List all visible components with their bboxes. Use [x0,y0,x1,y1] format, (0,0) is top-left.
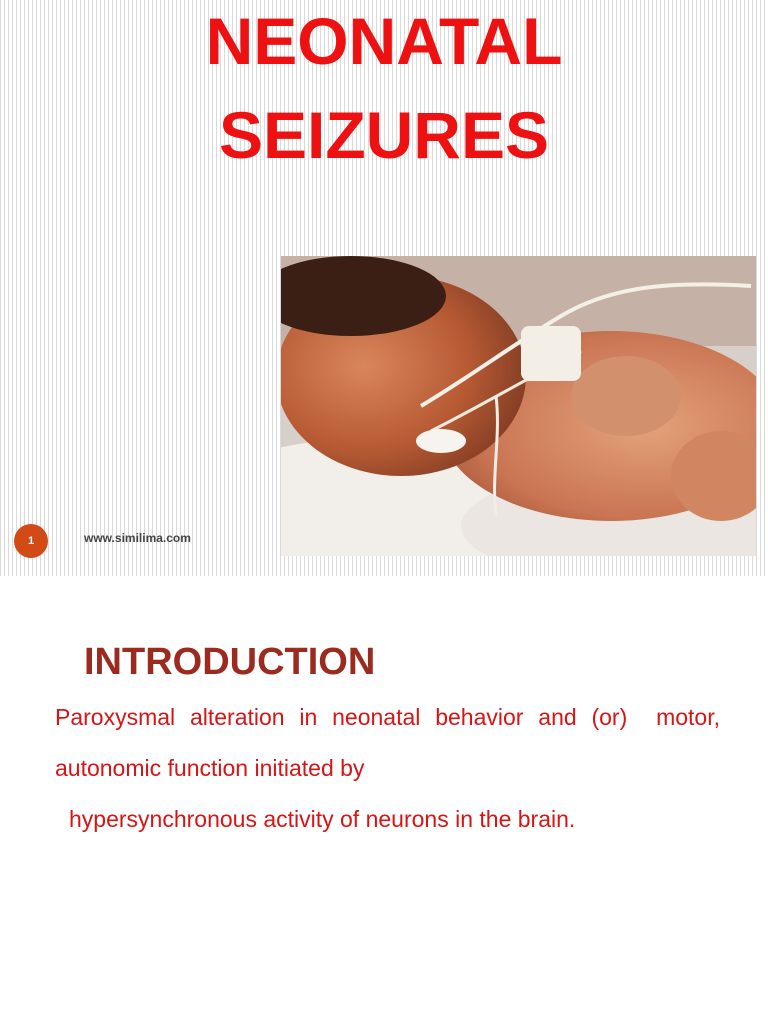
introduction-body [55,692,720,845]
body-line-1: Paroxysmal alteration in neonatal behavior and (or) [55,704,628,730]
infant-photo-icon [281,256,756,556]
body-line-2: motor, autonomic function initiated by [55,704,720,781]
slide-number-badge: 1 [14,524,48,558]
website-footer: www.similima.com [84,531,191,545]
infant-photo [281,256,756,556]
introduction-slide [0,576,768,1024]
body-line-3: hypersynchronous activity of neurons in the brain. [69,806,576,832]
slide-title-line-1: NEONATAL [205,4,563,78]
slide-title-line-2: SEIZURES [218,98,550,172]
introduction-heading: INTRODUCTION [84,641,376,683]
